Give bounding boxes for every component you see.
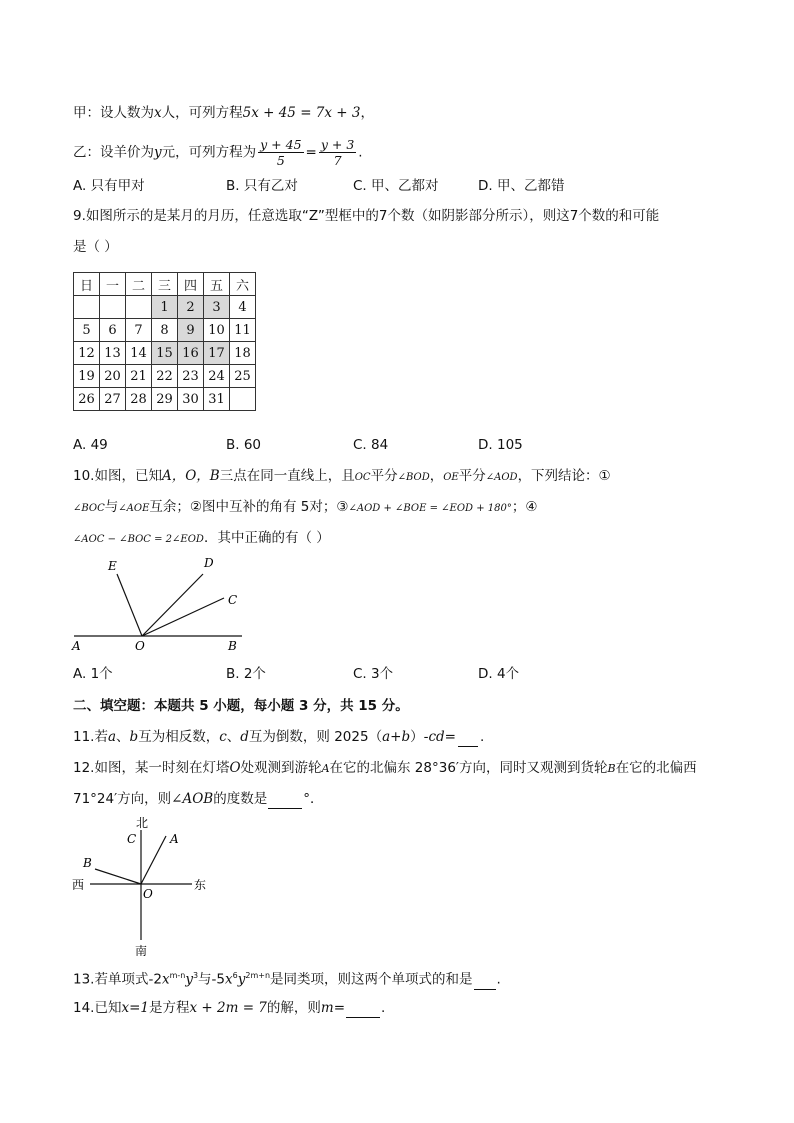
calendar-cell [126, 296, 152, 319]
label-o: O [135, 639, 145, 653]
q14-var-m: m [320, 1000, 334, 1016]
calendar-cell: 9 [178, 319, 204, 342]
ray-oe [117, 574, 142, 636]
q10-option-a[interactable]: A. 1个 [73, 666, 113, 682]
calendar-cell: 8 [152, 319, 178, 342]
q8-frac2-num: y + 3 [320, 137, 355, 152]
q10-angle-bod: ∠BOD [397, 472, 430, 483]
q10-conclusions-intro: ，下列结论：① [517, 468, 611, 484]
q11-reciprocal-text: 互为倒数，则 2025（ [248, 729, 383, 745]
calendar-cell: 30 [178, 388, 204, 411]
label-east: 东 [194, 878, 207, 892]
calendar-cell: 23 [178, 365, 204, 388]
label-a: A [170, 832, 179, 846]
calendar-header-cell: 四 [178, 273, 204, 296]
q10-option-b[interactable]: B. 2个 [226, 666, 266, 682]
calendar-row [74, 296, 256, 319]
calendar-row [74, 388, 256, 411]
q10-with: 与 [104, 499, 119, 515]
calendar-cell: 4 [230, 296, 256, 319]
calendar-cell: 28 [126, 388, 152, 411]
q13-intro: 13.若单项式-2 [73, 971, 162, 988]
q10-angle-aoe: ∠AOE [118, 503, 150, 514]
label-south: 南 [135, 944, 148, 958]
q12-direction-b-start: 在它的北偏西 [615, 760, 697, 776]
q8-fraction-1 [258, 137, 303, 168]
q12-direction-a: 在它的北偏东 28°36′方向，同时又观测到货轮 [329, 760, 608, 776]
calendar-cell: 10 [204, 319, 230, 342]
q11-var-a: a [107, 729, 117, 745]
q14-end: . [381, 1000, 386, 1016]
q12-end: °． [303, 791, 324, 807]
q10-angle-aod: ∠AOD [485, 472, 518, 483]
q8-frac2-den: 7 [333, 153, 342, 168]
q8-jia-prefix: 甲：设人数为 [73, 105, 154, 121]
calendar-cell: 14 [126, 342, 152, 365]
q12-point-a: A [321, 762, 330, 775]
label-west: 西 [72, 878, 85, 892]
calendar-cell: 26 [74, 388, 100, 411]
label-d: D [204, 556, 214, 570]
q8-yi-line [73, 137, 363, 168]
q9-question-line1: 9.如图所示的是某月的月历，任意选取“Z”型框中的7个数（如阴影部分所示），则这7个数的和可能 [73, 208, 660, 224]
q14-equals: = [333, 1000, 346, 1016]
calendar-cell: 18 [230, 342, 256, 365]
calendar-header-cell: 三 [152, 273, 178, 296]
q9-question-line2: 是（ ） [73, 239, 118, 255]
q10-statement-4-marker: ；④ [511, 499, 538, 515]
q8-frac1-num: y + 45 [260, 137, 302, 152]
q12-point-o: O [229, 760, 241, 776]
q10-points: A，O，B [161, 468, 220, 484]
calendar-cell: 12 [74, 342, 100, 365]
q8-jia-line [73, 104, 374, 122]
q8-eq-sign: = [305, 144, 317, 161]
q8-yi-var: y [154, 144, 162, 161]
q11-equals: = [444, 729, 456, 745]
q10-oc: OC [354, 472, 371, 483]
q8-jia-var: x [154, 105, 162, 121]
q12-answer-blank[interactable] [268, 790, 302, 809]
calendar-cell: 3 [204, 296, 230, 319]
q12-observe-text: 处观测到游轮 [240, 760, 322, 776]
q14-answer-blank[interactable] [346, 999, 380, 1018]
calendar-cell [100, 296, 126, 319]
q13-x2: x [225, 971, 233, 988]
q13-exp-2m-plus-n: 2m+n [245, 971, 271, 980]
q12-point-b: B [607, 762, 616, 775]
calendar-header-cell: 二 [126, 273, 152, 296]
calendar-header-cell: 五 [204, 273, 230, 296]
calendar-cell: 16 [178, 342, 204, 365]
label-a: A [72, 639, 81, 653]
q13-exp-3: 3 [192, 971, 199, 980]
q12-intro: 12.如图，某一时刻在灯塔 [73, 760, 230, 776]
q12-angle-aob: ∠AOB [171, 791, 214, 807]
q14-intro: 14.已知 [73, 1000, 122, 1016]
calendar-cell: 19 [74, 365, 100, 388]
q10-statement-3: ∠AOD + ∠BOE = ∠EOD + 180° [348, 503, 512, 514]
label-o: O [143, 887, 153, 901]
q10-option-d[interactable]: D. 4个 [478, 666, 520, 682]
q14-line [73, 999, 385, 1018]
q10-question-end: ．其中正确的有（ ） [203, 530, 330, 546]
q10-angle-boc: ∠BOC [73, 503, 105, 514]
calendar-cell: 5 [74, 319, 100, 342]
ray-ob [95, 869, 141, 884]
calendar-cell: 2 [178, 296, 204, 319]
calendar-cell: 11 [230, 319, 256, 342]
calendar-cell: 27 [100, 388, 126, 411]
label-c: C [228, 593, 238, 607]
calendar-cell [74, 296, 100, 319]
calendar-cell: 13 [100, 342, 126, 365]
q11-minus: ）- [410, 729, 429, 745]
q8-option-c[interactable]: C. 甲、乙都对 [353, 178, 439, 194]
calendar-header-row [74, 273, 256, 296]
q8-option-a[interactable]: A. 只有甲对 [73, 178, 145, 194]
q14-then: 的解，则 [266, 1000, 321, 1016]
ray-oc [142, 598, 224, 636]
q11-end: . [479, 729, 485, 745]
q13-exp-6: 6 [232, 971, 238, 980]
q8-fraction-2 [319, 137, 356, 168]
q12-direction-b-end: 71°24′方向，则 [73, 791, 172, 807]
q10-line1 [73, 467, 611, 487]
q10-option-c[interactable]: C. 3个 [353, 666, 394, 682]
q13-x1: x [161, 971, 170, 988]
q13-line [73, 967, 501, 990]
q13-question: 是同类项，则这两个单项式的和是 [270, 971, 473, 988]
q10-comma: ， [429, 468, 444, 484]
q9-option-d[interactable]: D. 105 [478, 437, 523, 453]
calendar-cell: 31 [204, 388, 230, 411]
q13-and: 与-5 [198, 971, 226, 988]
calendar-header-cell: 日 [74, 273, 100, 296]
section-heading-fill-in: 二、填空题：本题共 5 小题，每小题 3 分，共 15 分。 [73, 698, 409, 714]
calendar-cell: 25 [230, 365, 256, 388]
calendar-cell: 22 [152, 365, 178, 388]
calendar-cell: 24 [204, 365, 230, 388]
label-b: B [228, 639, 237, 653]
q10-bisect2: 平分 [458, 468, 486, 484]
calendar-cell: 7 [126, 319, 152, 342]
q10-angle-figure [60, 552, 260, 657]
q13-answer-blank[interactable] [474, 971, 496, 990]
calendar-cell: 17 [204, 342, 230, 365]
q11-var-c: c [219, 729, 227, 745]
calendar-row [74, 319, 256, 342]
calendar-cell: 21 [126, 365, 152, 388]
calendar-cell: 20 [100, 365, 126, 388]
q10-oe: OE [443, 472, 459, 483]
q9-option-b[interactable]: B. 60 [226, 437, 262, 453]
q12-question: 的度数是 [213, 791, 268, 807]
q10-line3 [73, 529, 330, 549]
q12-line1 [73, 759, 697, 778]
q10-line2 [73, 498, 538, 518]
q11-var-d: d [240, 729, 249, 745]
q11-line [73, 728, 484, 747]
q11-var-b: b [129, 729, 139, 745]
calendar-header-cell: 六 [230, 273, 256, 296]
label-e: E [108, 559, 117, 573]
calendar-cell: 1 [152, 296, 178, 319]
q10-collinear-text: 三点在同一直线上，且 [219, 468, 355, 484]
calendar-cell: 15 [152, 342, 178, 365]
label-b: B [83, 856, 92, 870]
q11-opposite-text: 互为相反数， [138, 729, 220, 745]
q11-a-plus-b: a+b [382, 729, 411, 745]
q12-compass-figure [70, 812, 220, 960]
q11-cd: cd [428, 729, 445, 745]
q8-yi-mid: 元，可列方程为 [161, 144, 257, 161]
q10-statement-1-2: 互余；②图中互补的角有 5对；③ [149, 499, 349, 515]
q8-jia-end: ， [360, 105, 374, 121]
calendar-header-cell: 一 [100, 273, 126, 296]
q14-is-solution: 是方程 [149, 1000, 190, 1016]
calendar-table [73, 272, 256, 411]
q10-intro: 10.如图，已知 [73, 468, 162, 484]
ray-od [142, 574, 203, 636]
ray-oa [141, 836, 166, 884]
q14-equation: x + 2m = 7 [189, 1000, 267, 1016]
q8-frac1-den: 5 [276, 153, 285, 168]
q11-answer-blank[interactable] [458, 728, 478, 747]
calendar-cell: 6 [100, 319, 126, 342]
q12-line2 [73, 790, 323, 809]
calendar-row [74, 365, 256, 388]
q8-yi-end: . [358, 144, 363, 161]
q8-jia-equation: 5x + 45 = 7x + 3 [242, 105, 361, 121]
q11-sep2: 、 [226, 729, 241, 745]
q13-exp-m-minus-n: m-n [169, 971, 186, 980]
label-north: 北 [136, 816, 149, 830]
q9-option-c[interactable]: C. 84 [353, 437, 389, 453]
q10-bisect1: 平分 [370, 468, 398, 484]
q8-option-b[interactable]: B. 只有乙对 [226, 178, 298, 194]
label-c: C [127, 832, 137, 846]
q8-option-d[interactable]: D. 甲、乙都错 [478, 178, 565, 194]
q11-sep1: 、 [116, 729, 130, 745]
calendar-row [74, 342, 256, 365]
q8-yi-prefix: 乙：设羊价为 [73, 144, 154, 161]
q11-intro: 11.若 [73, 729, 108, 745]
q8-jia-mid: 人，可列方程 [161, 105, 243, 121]
calendar-cell: 29 [152, 388, 178, 411]
q13-end: . [496, 971, 501, 988]
calendar-cell [230, 388, 256, 411]
q13-y1: y [185, 971, 193, 988]
q13-y2: y [237, 971, 246, 988]
q9-option-a[interactable]: A. 49 [73, 437, 108, 453]
q14-x-eq-1: x=1 [121, 1000, 149, 1016]
q10-statement-4: ∠AOC − ∠BOC = 2∠EOD [73, 534, 204, 545]
